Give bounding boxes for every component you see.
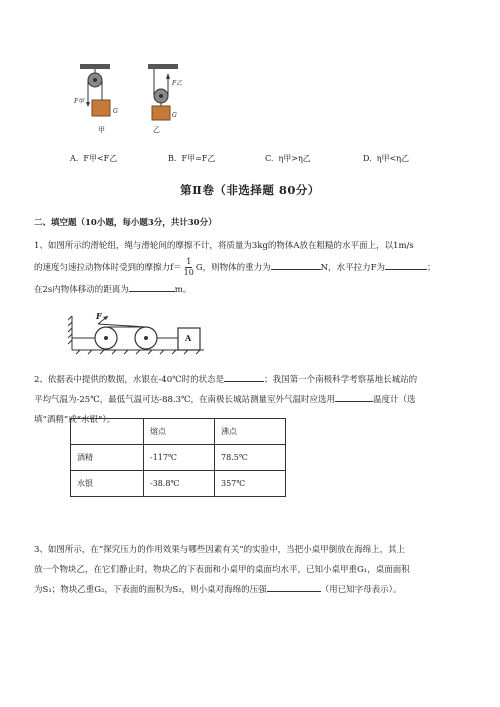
option-text: F甲<F乙 (83, 154, 118, 163)
answer-blank[interactable] (271, 258, 321, 270)
answer-blank[interactable] (129, 280, 175, 292)
option-text: F甲=F乙 (181, 154, 216, 163)
table-row (71, 471, 286, 497)
fraction: $\frac{1}{10}$ (183, 257, 194, 277)
left-weight-label: G (113, 108, 118, 115)
pulley-figures (70, 62, 200, 150)
option-letter: D. (363, 154, 372, 163)
left-caption: 甲 (98, 126, 105, 134)
option-letter: C. (265, 154, 274, 163)
q3-line1: 3、如图所示，在“探究压力的作用效果与哪些因素有关”的实验中，当把小桌甲倒放在海绵上，其上 (34, 545, 406, 555)
figure-block-label: A (185, 333, 192, 343)
right-force-label: F乙 (172, 80, 183, 87)
table-header: 熔点 (144, 419, 215, 445)
table-cell: 酒精 (71, 445, 144, 471)
question-3 (34, 540, 474, 600)
table-cell: 78.5℃ (215, 445, 286, 471)
answer-blank[interactable] (335, 390, 373, 402)
table-row (71, 445, 286, 471)
right-caption: 乙 (153, 126, 160, 134)
q1-line2: 的速度匀速拉动物体时受到的摩擦力f＝ $\frac{1}{10}$ G，则物体的重力为 N，水平拉力F为 ； (34, 257, 436, 277)
q1-line1: 1、如图所示的滑轮组，绳与滑轮间的摩擦不计，将质量为3kg的物体A放在粗糙的水平面上，以1m/s (34, 241, 414, 251)
table-cell (71, 419, 144, 445)
answer-blank[interactable] (385, 258, 427, 270)
table-header-row (71, 419, 286, 445)
table-cell: -117℃ (144, 445, 215, 471)
table-cell: -38.8℃ (144, 471, 215, 497)
option-letter: B. (168, 154, 177, 163)
answer-blank[interactable] (224, 370, 264, 382)
option-c (265, 153, 311, 164)
figure-force-label: F (96, 311, 102, 321)
data-table (70, 418, 286, 497)
q3-line2: 放一个物块乙，在它们静止时，物块乙的下表面和小桌甲的桌面均水平，已知小桌甲重G₁，桌面面积 (34, 565, 410, 575)
option-a (70, 153, 117, 164)
question-1 (34, 236, 474, 300)
q2-line3: 填“酒精”或“水银”）。 (34, 415, 116, 425)
q3-line3: 为S₁；物块乙重G₂，下表面的面积为S₂，则小桌对海绵的压强 （用已知字母表示）。 (34, 580, 474, 600)
left-force-label: F甲 (74, 98, 85, 105)
q2-line2: 平均气温为-25℃，最低气温可达-88.3℃，在南极长城站测量室外气温时应选用 温度计（选 (34, 390, 474, 410)
q2-line1: 2、依据表中提供的数据，水银在-40℃时的状态是 ；我国第一个南极科学考察基地长城站的 (34, 370, 474, 390)
option-text: η甲<η乙 (376, 154, 410, 163)
section-heading: 二、填空题（10小题，每小题3分，共计30分） (34, 218, 217, 228)
right-weight-label: G (172, 112, 177, 119)
option-d (363, 153, 409, 164)
q1-line3: 在2s内物体移动的距离为 m。 (34, 280, 474, 300)
answer-blank[interactable] (267, 580, 321, 592)
option-b (168, 153, 215, 164)
table-header: 沸点 (215, 419, 286, 445)
table-cell: 水银 (71, 471, 144, 497)
option-text: η甲>η乙 (278, 154, 311, 163)
section-title: 第Ⅱ卷（非选择题 80分） (180, 183, 320, 197)
option-letter: A. (70, 154, 79, 163)
table-cell: 357℃ (215, 471, 286, 497)
